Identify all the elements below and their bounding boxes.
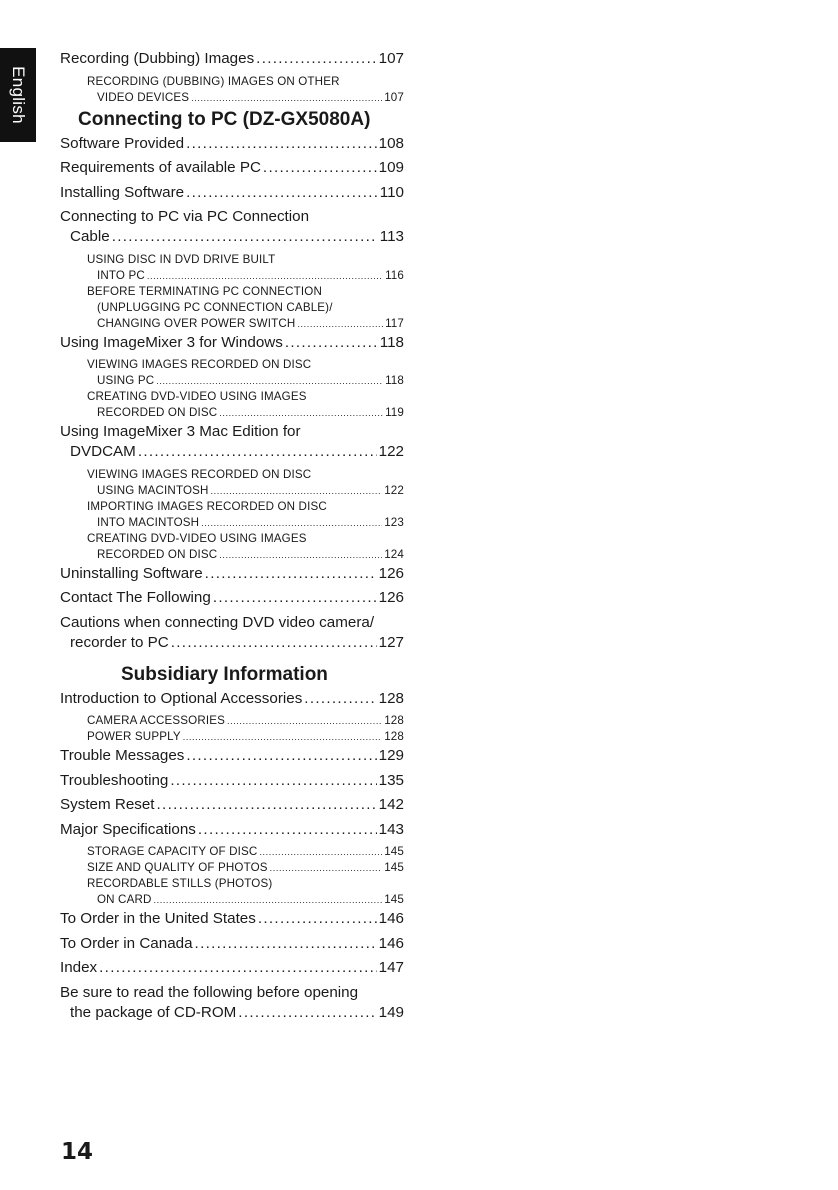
dot-leader: [205, 564, 377, 584]
toc-subentry-storage-capacity[interactable]: [60, 844, 404, 860]
toc-page-number: 145: [384, 845, 404, 858]
toc-entry-title: To Order in the United States: [60, 910, 256, 927]
section-heading-connecting-to-pc: Connecting to PC (DZ-GX5080A): [78, 108, 371, 130]
dot-leader: [198, 820, 377, 840]
toc-entry-title: Index: [60, 959, 98, 976]
toc-entry-order-united-states[interactable]: [60, 909, 404, 929]
toc-page-number: 109: [378, 159, 404, 176]
toc-entry-cd-rom-package[interactable]: [60, 983, 404, 1023]
dot-leader: [183, 729, 382, 745]
dot-leader: [186, 746, 376, 766]
toc-subentry-recordable-stills[interactable]: [60, 876, 404, 908]
toc-entry-imagemixer-mac[interactable]: [60, 422, 404, 462]
toc-entry-index[interactable]: [60, 958, 404, 978]
toc-page-number: 146: [378, 910, 404, 927]
toc-entry-contact-the-following[interactable]: [60, 588, 404, 608]
toc-page-number: 113: [379, 228, 404, 245]
toc-subentry-title: CREATING DVD-VIDEO USING IMAGES: [87, 390, 307, 403]
toc-page-number: 124: [384, 547, 404, 561]
toc-page-number: 107: [384, 90, 404, 104]
dot-leader: [170, 771, 376, 791]
toc-entry-title: To Order in Canada: [60, 934, 193, 952]
toc-entry-title: System Reset: [60, 796, 155, 813]
dot-leader: [154, 892, 383, 908]
toc-entry-imagemixer-windows[interactable]: [60, 333, 404, 353]
toc-entry-title: Requirements of available PC: [60, 159, 261, 176]
dot-leader: [256, 49, 376, 69]
toc-entry-title: Trouble Messages: [60, 747, 185, 764]
toc-page-number: 127: [378, 633, 404, 651]
toc-entry-title: Using ImageMixer 3 for Windows: [60, 333, 283, 351]
table-of-contents: [60, 49, 404, 1027]
section-heading-subsidiary-information: Subsidiary Information: [121, 663, 328, 685]
toc-entry-trouble-messages[interactable]: [60, 746, 404, 766]
toc-entry-title: Be sure to read the following before opening: [60, 983, 359, 1001]
toc-entry-order-canada[interactable]: [60, 934, 404, 954]
toc-subentry-title: BEFORE TERMINATING PC CONNECTION: [87, 284, 322, 298]
toc-subentry-title-cont: USING PC: [97, 374, 155, 387]
dot-leader: [219, 405, 383, 421]
dot-leader: [263, 158, 377, 178]
language-tab: [0, 48, 36, 142]
toc-subentry-title-cont: CHANGING OVER POWER SWITCH: [97, 316, 296, 330]
toc-entry-title: Uninstalling Software: [60, 564, 203, 582]
dot-leader: [259, 844, 382, 860]
toc-subentry-title: VIEWING IMAGES RECORDED ON DISC: [87, 467, 312, 481]
toc-entry-title: Recording (Dubbing) Images: [60, 50, 255, 67]
toc-page-number: 126: [378, 564, 404, 582]
toc-entry-title: Software Provided: [60, 134, 185, 152]
toc-entry-title-cont: Cable: [70, 228, 110, 245]
toc-page-number: 122: [378, 443, 404, 460]
toc-entry-title: Contact The Following: [60, 589, 211, 606]
toc-page-number: 129: [378, 747, 404, 764]
toc-entry-cautions-connecting[interactable]: [60, 613, 404, 653]
toc-page-number: 146: [378, 934, 404, 952]
toc-page-number: 143: [378, 820, 404, 838]
dot-leader: [112, 227, 378, 247]
toc-subentry-title-cont: VIDEO DEVICES: [97, 90, 190, 104]
toc-subentry-title: RECORDING (DUBBING) IMAGES ON OTHER: [87, 74, 340, 88]
toc-entry-troubleshooting[interactable]: [60, 771, 404, 791]
toc-subentry-title: USING DISC IN DVD DRIVE BUILT: [87, 252, 276, 266]
toc-subentry-creating-dvd-video-win[interactable]: [60, 389, 404, 421]
toc-subentry-size-quality-photos[interactable]: [60, 860, 404, 876]
dot-leader: [227, 713, 382, 729]
toc-page-number: 142: [378, 796, 404, 813]
dot-leader: [285, 333, 378, 353]
toc-entry-recording-dubbing[interactable]: [60, 49, 404, 69]
toc-page-number: 119: [385, 406, 404, 419]
toc-page-number: 128: [384, 714, 404, 727]
toc-page-number: 123: [384, 515, 404, 529]
toc-entry-title: Cautions when connecting DVD video camera/: [60, 613, 375, 631]
dot-leader: [156, 373, 383, 389]
toc-subentry-title: CREATING DVD-VIDEO USING IMAGES: [87, 531, 307, 545]
toc-page-number: 108: [378, 134, 404, 152]
toc-entry-system-reset[interactable]: [60, 795, 404, 815]
toc-entry-title-cont: DVDCAM: [70, 443, 136, 460]
dot-leader: [304, 689, 376, 709]
toc-entry-connecting-pc-cable[interactable]: [60, 207, 404, 247]
dot-leader: [213, 588, 377, 608]
dot-leader: [186, 183, 378, 203]
toc-entry-requirements-pc[interactable]: [60, 158, 404, 178]
toc-subentry-title: RECORDABLE STILLS (PHOTOS): [87, 877, 273, 890]
toc-page-number: 122: [384, 483, 404, 497]
toc-subentry-recording-other-devices[interactable]: [60, 74, 404, 106]
toc-subentry-title-cont: ON CARD: [97, 893, 152, 906]
toc-entry-title: Installing Software: [60, 183, 185, 201]
dot-leader: [99, 958, 377, 978]
toc-subentry-before-terminating-pc[interactable]: [60, 284, 404, 332]
toc-entry-title: Using ImageMixer 3 Mac Edition for: [60, 423, 301, 440]
dot-leader: [219, 547, 382, 563]
toc-subentry-power-supply[interactable]: [60, 729, 404, 745]
toc-subentry-viewing-images-mac[interactable]: [60, 467, 404, 499]
dot-leader: [138, 442, 377, 462]
toc-subentry-camera-accessories[interactable]: [60, 713, 404, 729]
dot-leader: [195, 934, 377, 954]
toc-page-number: 128: [378, 689, 404, 707]
toc-subentry-title: CAMERA ACCESSORIES: [87, 714, 225, 727]
dot-leader: [157, 795, 377, 815]
toc-page-number: 107: [378, 50, 404, 67]
toc-page-number: 118: [379, 333, 404, 351]
toc-entry-title: Major Specifications: [60, 820, 196, 838]
toc-entry-title-cont: the package of CD-ROM: [70, 1003, 237, 1021]
toc-subentry-importing-images-mac[interactable]: [60, 499, 404, 531]
toc-entry-title: Introduction to Optional Accessories: [60, 689, 303, 707]
toc-page-number: 135: [378, 771, 404, 789]
toc-page-number: 128: [384, 730, 404, 743]
toc-page-number: 116: [385, 268, 404, 282]
toc-subentry-viewing-images-pc[interactable]: [60, 357, 404, 389]
toc-entry-title: Connecting to PC via PC Connection: [60, 208, 310, 225]
toc-subentry-title: IMPORTING IMAGES RECORDED ON DISC: [87, 499, 327, 513]
dot-leader: [191, 90, 382, 106]
toc-subentry-title: STORAGE CAPACITY OF DISC: [87, 845, 258, 858]
toc-subentry-title-cont: (UNPLUGGING PC CONNECTION CABLE)/: [97, 300, 333, 314]
dot-leader: [201, 515, 382, 531]
toc-page-number: 110: [379, 183, 404, 201]
toc-page-number: 118: [385, 374, 404, 387]
toc-entry-uninstalling-software[interactable]: [60, 564, 404, 584]
toc-entry-installing-software[interactable]: [60, 183, 404, 203]
toc-entry-software-provided[interactable]: [60, 134, 404, 154]
dot-leader: [171, 633, 377, 653]
toc-subentry-creating-dvd-video-mac[interactable]: [60, 531, 404, 563]
toc-entry-title: Troubleshooting: [60, 771, 169, 789]
toc-subentry-title-cont: RECORDED ON DISC: [97, 406, 218, 419]
dot-leader: [211, 483, 383, 499]
toc-page-number: 145: [384, 893, 404, 906]
toc-subentry-title-cont: RECORDED ON DISC: [97, 547, 218, 561]
toc-subentry-title: SIZE AND QUALITY OF PHOTOS: [87, 861, 268, 874]
dot-leader: [238, 1003, 376, 1023]
toc-subentry-title-cont: INTO PC: [97, 268, 145, 282]
toc-subentry-title: VIEWING IMAGES RECORDED ON DISC: [87, 358, 312, 371]
dot-leader: [297, 316, 383, 332]
toc-subentry-title-cont: USING MACINTOSH: [97, 483, 209, 497]
dot-leader: [270, 860, 383, 876]
page-number: 14: [61, 1139, 94, 1165]
toc-entry-major-specifications[interactable]: [60, 820, 404, 840]
toc-subentry-using-disc-dvd-drive[interactable]: [60, 252, 404, 284]
toc-page-number: 145: [384, 861, 404, 874]
dot-leader: [186, 134, 377, 154]
toc-page-number: 147: [378, 959, 404, 976]
language-tab-label: English: [9, 66, 29, 124]
toc-entry-optional-accessories[interactable]: [60, 689, 404, 709]
toc-entry-title-cont: recorder to PC: [70, 633, 169, 651]
toc-page-number: 149: [378, 1003, 404, 1021]
toc-page-number: 126: [378, 589, 404, 606]
toc-subentry-title-cont: INTO MACINTOSH: [97, 515, 200, 529]
dot-leader: [147, 268, 383, 284]
toc-page-number: 117: [385, 316, 404, 330]
dot-leader: [258, 909, 377, 929]
toc-subentry-title: POWER SUPPLY: [87, 730, 181, 743]
